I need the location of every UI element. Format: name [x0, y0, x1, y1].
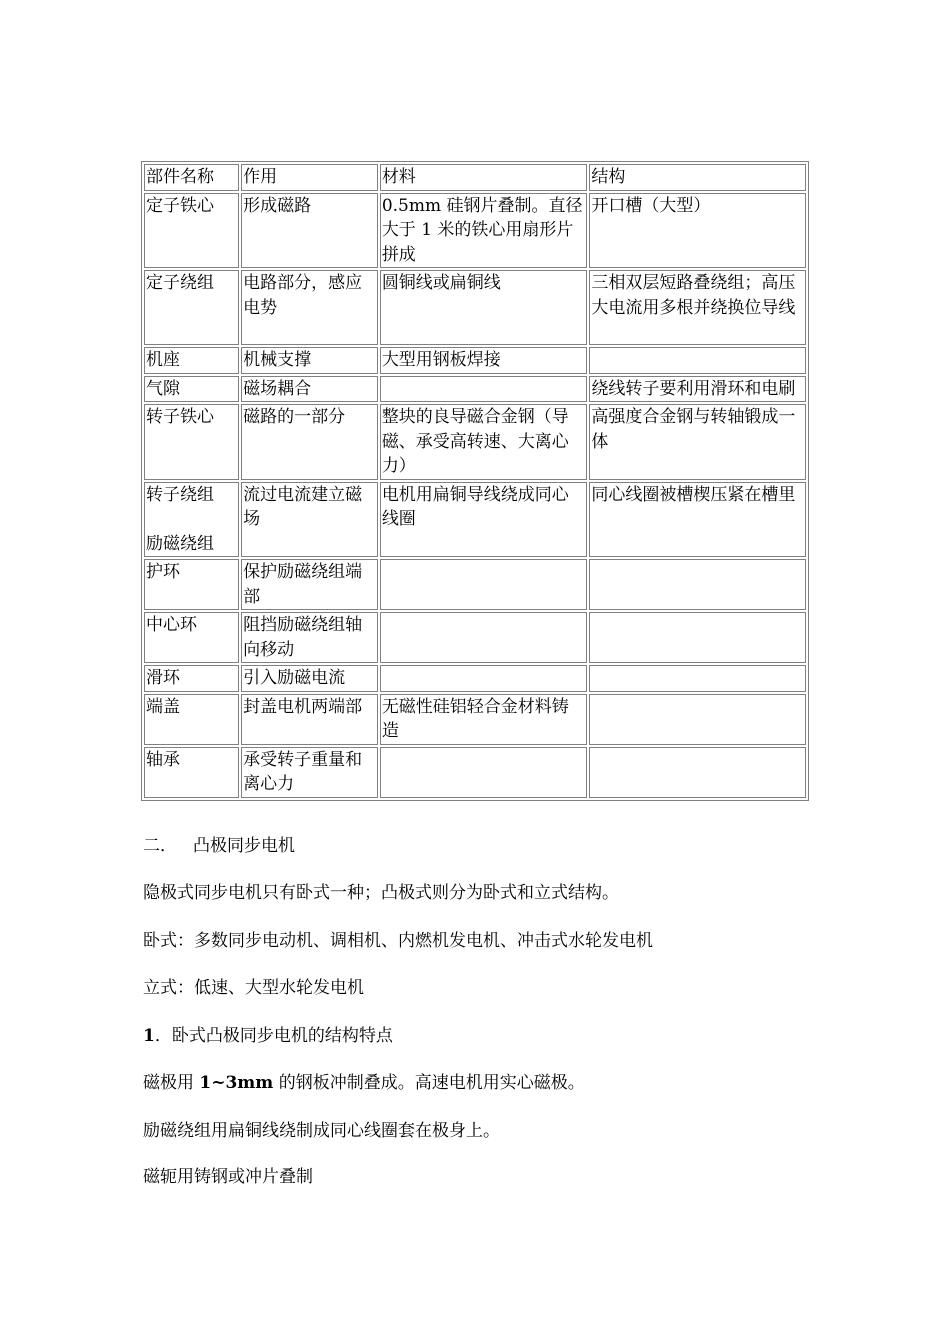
subheading-text: ．卧式凸极同步电机的结构特点	[154, 1026, 393, 1046]
table-row	[144, 347, 806, 374]
table-row	[144, 559, 806, 610]
cell-part-name: 中心环	[144, 612, 239, 663]
cell-structure: 高强度合金钢与转轴锻成一体	[589, 404, 806, 480]
cell-function: 引入励磁电流	[241, 665, 378, 692]
cell-structure: 三相双层短路叠绕组；高压大电流用多根并绕换位导线	[589, 270, 806, 345]
paragraph-5-post: 的钢板冲制叠成。高速电机用实心磁极。	[273, 1073, 585, 1093]
cell-material	[380, 559, 588, 610]
part-name-spacer	[146, 507, 237, 532]
cell-structure	[589, 559, 806, 610]
cell-function: 磁场耦合	[241, 376, 378, 403]
cell-part-name: 轴承	[144, 747, 239, 798]
cell-function: 磁路的一部分	[241, 404, 378, 480]
table-row	[144, 612, 806, 663]
cell-part-name: 气隙	[144, 376, 239, 403]
table-row	[144, 376, 806, 403]
cell-function: 机械支撑	[241, 347, 378, 374]
table-row	[144, 747, 806, 798]
header-cell: 结构	[589, 164, 806, 191]
cell-function: 封盖电机两端部	[241, 694, 378, 745]
cell-structure	[589, 665, 806, 692]
part-name-secondary: 励磁绕组	[146, 533, 214, 554]
header-cell: 材料	[380, 164, 588, 191]
section-title: 凸极同步电机	[193, 836, 295, 856]
table-row	[144, 270, 806, 345]
cell-structure: 绕线转子要利用滑环和电刷	[589, 376, 806, 403]
cell-material: 0.5mm 硅钢片叠制。直径大于 1 米的铁心用扇形片拼成	[380, 193, 588, 269]
cell-structure	[589, 747, 806, 798]
cell-function: 承受转子重量和离心力	[241, 747, 378, 798]
cell-structure: 开口槽（大型）	[589, 193, 806, 269]
paragraph-6: 励磁绕组用扁铜线绕制成同心线圈套在极身上。	[143, 1121, 500, 1141]
paragraph-7: 磁轭用铸钢或冲片叠制	[143, 1167, 313, 1187]
cell-material	[380, 376, 588, 403]
cell-material	[380, 665, 588, 692]
cell-part-name: 滑环	[144, 665, 239, 692]
cell-material: 大型用钢板焊接	[380, 347, 588, 374]
subheading	[143, 1024, 393, 1048]
header-cell: 作用	[241, 164, 378, 191]
paragraph-5-bold: 1~3mm	[199, 1073, 274, 1093]
cell-structure	[589, 347, 806, 374]
section-number: 二．	[143, 836, 177, 856]
subheading-number: 1	[143, 1026, 155, 1046]
cell-function: 流过电流建立磁场	[241, 482, 378, 558]
paragraph-1: 隐极式同步电机只有卧式一种；凸极式则分为卧式和立式结构。	[143, 883, 619, 903]
paragraph-2: 卧式：多数同步电动机、调相机、内燃机发电机、冲击式水轮发电机	[143, 931, 653, 951]
cell-material: 圆铜线或扁铜线	[380, 270, 588, 345]
cell-function: 保护励磁绕组端部	[241, 559, 378, 610]
cell-material	[380, 612, 588, 663]
cell-material	[380, 747, 588, 798]
cell-part-name: 端盖	[144, 694, 239, 745]
cell-function: 阻挡励磁绕组轴向移动	[241, 612, 378, 663]
cell-function: 形成磁路	[241, 193, 378, 269]
cell-part-name: 转子铁心	[144, 404, 239, 480]
cell-material: 整块的良导磁合金钢（导磁、承受高转速、大离心力）	[380, 404, 588, 480]
table-row	[144, 404, 806, 480]
paragraph-5-pre: 磁极用	[143, 1073, 200, 1093]
table-row	[144, 482, 806, 558]
cell-part-name: 定子绕组	[144, 270, 239, 345]
cell-part-name: 护环	[144, 559, 239, 610]
cell-material: 电机用扁铜导线绕成同心线圈	[380, 482, 588, 558]
header-cell: 部件名称	[144, 164, 239, 191]
cell-function: 电路部分，感应电势	[241, 270, 378, 345]
table-row	[144, 665, 806, 692]
cell-part-name	[144, 482, 239, 558]
cell-structure: 同心线圈被槽楔压紧在槽里	[589, 482, 806, 558]
parts-table	[141, 161, 809, 801]
paragraph-5	[143, 1071, 585, 1095]
table-row	[144, 193, 806, 269]
table-row	[144, 694, 806, 745]
cell-part-name: 定子铁心	[144, 193, 239, 269]
cell-part-name: 机座	[144, 347, 239, 374]
section-heading	[143, 834, 295, 858]
cell-structure	[589, 694, 806, 745]
cell-material: 无磁性硅铝轻合金材料铸造	[380, 694, 588, 745]
cell-structure	[589, 612, 806, 663]
part-name-primary: 转子绕组	[146, 484, 214, 505]
paragraph-3: 立式：低速、大型水轮发电机	[143, 978, 364, 998]
table-header-row	[144, 164, 806, 191]
